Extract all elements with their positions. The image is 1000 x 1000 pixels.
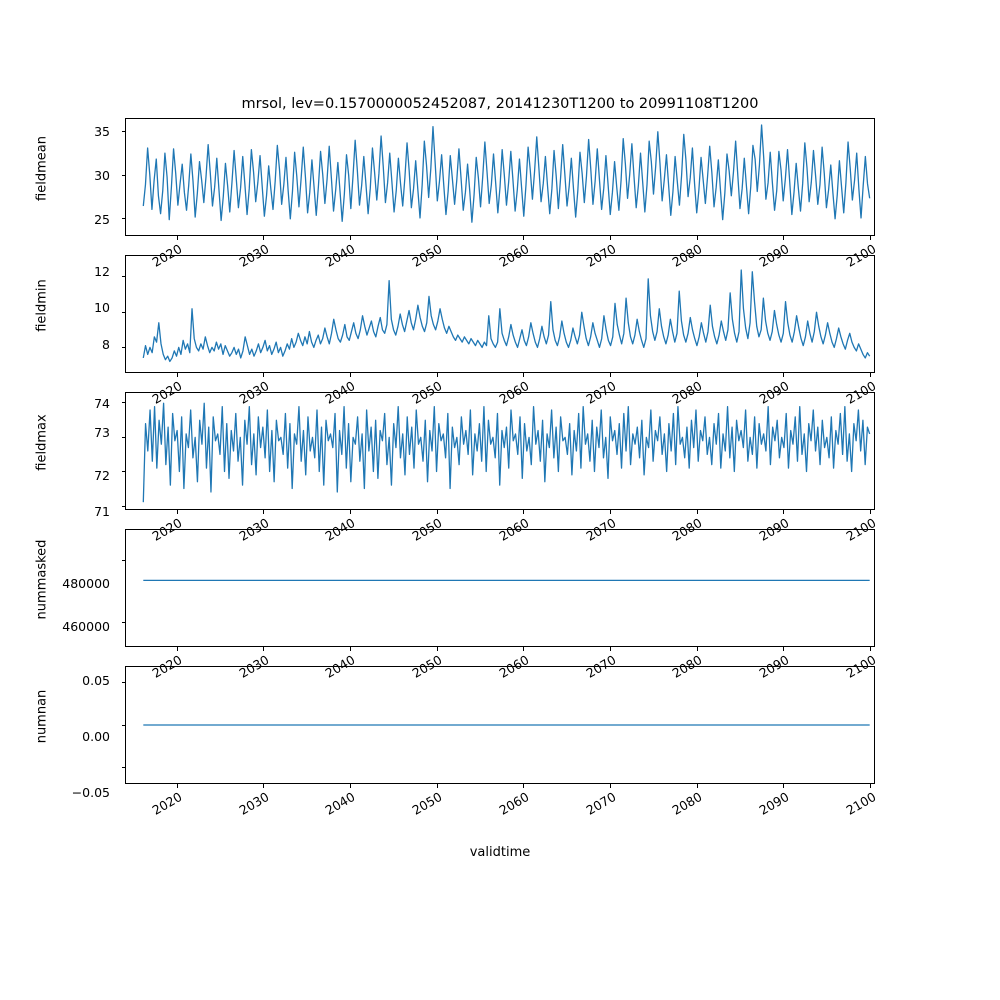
ytick-mark bbox=[122, 506, 126, 507]
xtick-label: 2060 bbox=[496, 515, 532, 544]
ytick-mark bbox=[122, 682, 126, 683]
xtick-label: 2030 bbox=[236, 652, 272, 681]
xtick-mark bbox=[697, 510, 698, 514]
xtick-label: 2020 bbox=[149, 515, 185, 544]
xtick-mark bbox=[610, 647, 611, 651]
ytick-label: −0.05 bbox=[71, 785, 110, 800]
xtick-mark bbox=[177, 373, 178, 377]
ytick-mark bbox=[122, 767, 126, 768]
xtick-mark bbox=[783, 373, 784, 377]
xtick-label: 2040 bbox=[322, 515, 358, 544]
axes-numnan bbox=[125, 666, 875, 784]
xtick-label: 2060 bbox=[496, 378, 532, 407]
xtick-mark bbox=[697, 647, 698, 651]
xtick-mark bbox=[610, 373, 611, 377]
ytick-mark bbox=[122, 560, 126, 561]
xtick-label: 2030 bbox=[236, 515, 272, 544]
ylabel-nummasked: nummasked bbox=[34, 539, 50, 620]
ytick-label: 0.00 bbox=[82, 729, 110, 744]
xtick-mark bbox=[870, 236, 871, 240]
xtick-mark bbox=[263, 647, 264, 651]
xtick-mark bbox=[350, 784, 351, 788]
xtick-mark bbox=[697, 373, 698, 377]
xtick-label: 2090 bbox=[756, 652, 792, 681]
axes-fieldmean bbox=[125, 118, 875, 236]
xtick-label: 2090 bbox=[756, 515, 792, 544]
xtick-label: 2070 bbox=[582, 378, 619, 407]
ytick-label: 72 bbox=[94, 468, 110, 483]
xtick-mark bbox=[523, 373, 524, 377]
xtick-label: 2100 bbox=[843, 652, 879, 681]
xtick-mark bbox=[177, 784, 178, 788]
xtick-label: 2020 bbox=[149, 652, 185, 681]
xtick-label: 2040 bbox=[322, 378, 358, 407]
xtick-label: 2060 bbox=[496, 241, 532, 270]
ytick-mark bbox=[122, 347, 126, 348]
ytick-label: 73 bbox=[94, 425, 110, 440]
xtick-label: 2080 bbox=[669, 515, 705, 544]
xtick-label: 2100 bbox=[843, 789, 879, 818]
xtick-label: 2040 bbox=[322, 652, 358, 681]
xtick-mark bbox=[697, 236, 698, 240]
xtick-label: 2100 bbox=[843, 241, 879, 270]
xtick-mark bbox=[350, 647, 351, 651]
plot-line-fieldmin bbox=[126, 256, 874, 372]
xtick-mark bbox=[350, 373, 351, 377]
xtick-label: 2020 bbox=[149, 241, 185, 270]
xtick-mark bbox=[437, 784, 438, 788]
xtick-mark bbox=[870, 647, 871, 651]
xtick-label: 2070 bbox=[582, 789, 619, 818]
ytick-mark bbox=[122, 276, 126, 277]
ytick-mark bbox=[122, 622, 126, 623]
ylabel-fieldmean: fieldmean bbox=[34, 136, 50, 201]
xtick-label: 2100 bbox=[843, 378, 879, 407]
xtick-mark bbox=[263, 236, 264, 240]
ytick-label: 10 bbox=[94, 300, 110, 315]
xtick-mark bbox=[783, 510, 784, 514]
figure-title: mrsol, lev=0.1570000052452087, 20141230T1200 to 20991108T1200 bbox=[241, 96, 759, 112]
xtick-mark bbox=[437, 236, 438, 240]
xtick-mark bbox=[263, 784, 264, 788]
xtick-mark bbox=[437, 373, 438, 377]
xtick-label: 2040 bbox=[322, 241, 358, 270]
ytick-label: 25 bbox=[94, 212, 110, 227]
ytick-mark bbox=[122, 471, 126, 472]
xtick-mark bbox=[263, 510, 264, 514]
xtick-mark bbox=[523, 236, 524, 240]
xtick-mark bbox=[350, 510, 351, 514]
xtick-mark bbox=[437, 510, 438, 514]
ytick-mark bbox=[122, 437, 126, 438]
plot-line-fieldmean bbox=[126, 119, 874, 235]
xtick-label: 2080 bbox=[669, 652, 705, 681]
xtick-mark bbox=[263, 373, 264, 377]
xtick-mark bbox=[610, 510, 611, 514]
xtick-label: 2070 bbox=[582, 241, 619, 270]
ylabel-fieldmin: fieldmin bbox=[34, 279, 50, 332]
xtick-label: 2070 bbox=[582, 515, 619, 544]
xtick-mark bbox=[610, 236, 611, 240]
ytick-label: 8 bbox=[102, 337, 110, 352]
ytick-label: 460000 bbox=[62, 619, 110, 634]
ytick-label: 74 bbox=[94, 396, 110, 411]
ytick-mark bbox=[122, 725, 126, 726]
plot-line-numnan bbox=[126, 667, 874, 783]
xtick-label: 2050 bbox=[409, 789, 445, 818]
axes-nummasked bbox=[125, 529, 875, 647]
ytick-mark bbox=[122, 131, 126, 132]
axes-fieldmin bbox=[125, 255, 875, 373]
ytick-mark bbox=[122, 175, 126, 176]
xtick-label: 2020 bbox=[149, 378, 185, 407]
xtick-label: 2060 bbox=[496, 789, 532, 818]
xtick-label: 2030 bbox=[236, 241, 272, 270]
ytick-mark bbox=[122, 402, 126, 403]
ytick-label: 30 bbox=[94, 168, 110, 183]
xtick-label: 2030 bbox=[236, 378, 272, 407]
plot-line-fieldmax bbox=[126, 393, 874, 509]
xtick-label: 2030 bbox=[236, 789, 272, 818]
xtick-label: 2070 bbox=[582, 652, 619, 681]
axes-fieldmax bbox=[125, 392, 875, 510]
xtick-label: 2080 bbox=[669, 789, 705, 818]
ylabel-fieldmax: fieldmax bbox=[34, 414, 50, 471]
xtick-label: 2050 bbox=[409, 652, 445, 681]
xtick-label: 2050 bbox=[409, 241, 445, 270]
xtick-label: 2090 bbox=[756, 378, 792, 407]
ytick-label: 480000 bbox=[62, 576, 110, 591]
xtick-label: 2080 bbox=[669, 241, 705, 270]
ytick-mark bbox=[122, 218, 126, 219]
xtick-mark bbox=[783, 784, 784, 788]
xtick-mark bbox=[783, 647, 784, 651]
xtick-mark bbox=[870, 784, 871, 788]
xtick-label: 2060 bbox=[496, 652, 532, 681]
xtick-mark bbox=[177, 236, 178, 240]
plot-line-nummasked bbox=[126, 530, 874, 646]
xtick-mark bbox=[610, 784, 611, 788]
ytick-label: 35 bbox=[94, 124, 110, 139]
xtick-mark bbox=[870, 373, 871, 377]
xtick-mark bbox=[437, 647, 438, 651]
xtick-mark bbox=[523, 647, 524, 651]
xtick-label: 2090 bbox=[756, 789, 792, 818]
xtick-mark bbox=[177, 510, 178, 514]
xtick-label: 2050 bbox=[409, 515, 445, 544]
xtick-mark bbox=[350, 236, 351, 240]
ylabel-numnan: numnan bbox=[34, 689, 50, 744]
xtick-label: 2020 bbox=[149, 789, 185, 818]
xtick-mark bbox=[870, 510, 871, 514]
ytick-label: 12 bbox=[94, 264, 110, 279]
xtick-mark bbox=[783, 236, 784, 240]
xlabel: validtime bbox=[469, 845, 531, 860]
xtick-mark bbox=[177, 647, 178, 651]
xtick-label: 2080 bbox=[669, 378, 705, 407]
ytick-label: 71 bbox=[94, 504, 110, 519]
xtick-mark bbox=[523, 784, 524, 788]
xtick-label: 2050 bbox=[409, 378, 445, 407]
xtick-label: 2040 bbox=[322, 789, 358, 818]
xtick-label: 2100 bbox=[843, 515, 879, 544]
xtick-label: 2090 bbox=[756, 241, 792, 270]
xtick-mark bbox=[523, 510, 524, 514]
ytick-mark bbox=[122, 312, 126, 313]
xtick-mark bbox=[697, 784, 698, 788]
ytick-label: 0.05 bbox=[82, 673, 110, 688]
